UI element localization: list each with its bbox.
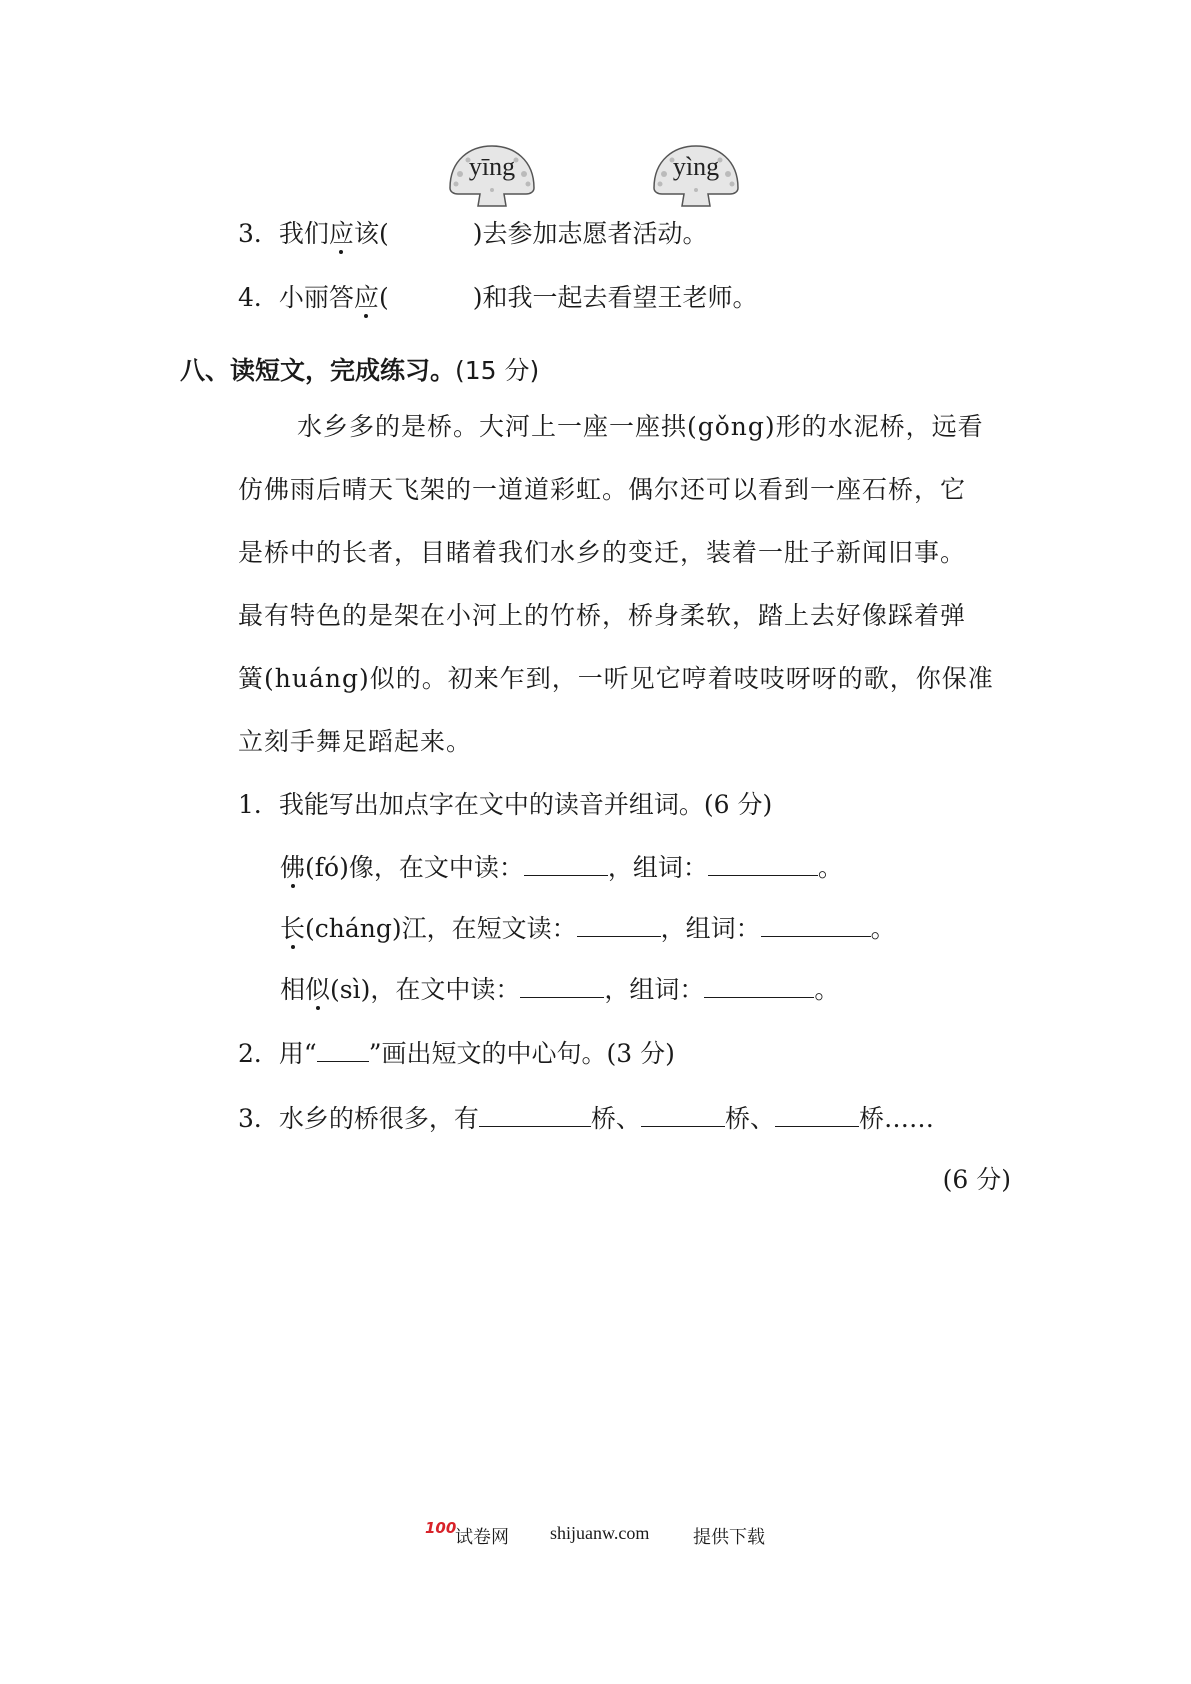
- question-1-item-3: [280, 975, 839, 1002]
- question-text: ”画出短文的中心句。(3 分): [368, 1039, 675, 1068]
- question-text: 桥、: [590, 1104, 641, 1133]
- question-text: 2．用“: [238, 1039, 317, 1068]
- mushroom-pinyin-card-1: [446, 144, 538, 208]
- section-title: [180, 351, 539, 387]
- item-text: 相: [280, 975, 306, 1004]
- answer-blank-reading[interactable]: [520, 975, 604, 998]
- question-4: [238, 285, 757, 310]
- dotted-character: 应: [328, 219, 354, 248]
- question-text: (: [378, 283, 389, 312]
- passage-line-6: 立刻手舞足蹈起来。: [238, 727, 473, 756]
- dotted-character: 应: [353, 283, 379, 312]
- question-3-bridges: [238, 1104, 934, 1131]
- answer-blank-1[interactable]: [479, 1104, 591, 1127]
- question-1-item-2: [280, 914, 896, 941]
- answer-blank-word[interactable]: [761, 914, 871, 937]
- answer-blank-reading[interactable]: [524, 853, 608, 876]
- mushroom-pinyin-card-2: [650, 144, 742, 208]
- answer-blank-3[interactable]: [775, 1104, 859, 1127]
- underline-sample: [317, 1039, 369, 1062]
- item-text: 。: [817, 853, 843, 882]
- item-text: (fó)像，在文中读：: [305, 853, 524, 882]
- site-url: shijuanw.com: [550, 1523, 650, 1543]
- question-text: 桥……: [858, 1104, 934, 1133]
- question-3-points: (6 分): [942, 1165, 1011, 1194]
- item-text: ，组词：: [607, 853, 708, 882]
- question-3: [238, 221, 707, 246]
- question-2: [238, 1039, 675, 1066]
- answer-blank-word[interactable]: [704, 975, 814, 998]
- answer-blank-reading[interactable]: [577, 914, 661, 937]
- question-text: 桥、: [724, 1104, 775, 1133]
- item-text: ，组词：: [660, 914, 761, 943]
- answer-blank-2[interactable]: [641, 1104, 725, 1127]
- item-text: 。: [870, 914, 896, 943]
- site-logo-icon: 100: [425, 1519, 457, 1537]
- question-number: 4．: [238, 283, 279, 312]
- question-1-label: 1．我能写出加点字在文中的读音并组词。(6 分): [238, 790, 773, 819]
- question-1-item-1: [280, 853, 843, 880]
- passage-line-1: 水乡多的是桥。大河上一座一座拱(gǒng)形的水泥桥，远看: [297, 412, 984, 441]
- section-points: (15 分): [455, 356, 540, 385]
- passage-line-3: 是桥中的长者，目睹着我们水乡的变迁，装着一肚子新闻旧事。: [238, 538, 967, 567]
- question-text: 我们: [278, 219, 329, 248]
- item-text: ，组词：: [604, 975, 705, 1004]
- question-text: 3．水乡的桥很多，有: [238, 1104, 479, 1133]
- item-text: (sì)，在文中读：: [330, 975, 521, 1004]
- question-text: )和我一起去看望王老师。: [472, 283, 758, 312]
- passage-line-5: 簧(huáng)似的。初来乍到，一听见它哼着吱吱呀呀的歌，你保准: [238, 664, 994, 693]
- footer-offer: 提供下载: [693, 1527, 765, 1548]
- passage-line-4: 最有特色的是架在小河上的竹桥，桥身柔软，踏上去好像踩着弹: [238, 601, 967, 630]
- dotted-character: 佛: [280, 853, 306, 882]
- question-number: 3．: [238, 219, 279, 248]
- section-title-text: 八、读短文，完成练习。: [180, 356, 456, 385]
- dotted-character: 长: [280, 914, 306, 943]
- question-text: )去参加志愿者活动。: [472, 219, 708, 248]
- question-text: 小丽答: [278, 283, 354, 312]
- site-logo-text: 试卷网: [455, 1527, 509, 1548]
- pinyin-label: yīng: [468, 152, 516, 181]
- answer-blank-word[interactable]: [708, 853, 818, 876]
- item-text: (cháng)江，在短文读：: [305, 914, 577, 943]
- question-text: 该(: [353, 219, 389, 248]
- pinyin-label: yìng: [672, 152, 720, 181]
- dotted-character: 似: [305, 975, 331, 1004]
- item-text: 。: [814, 975, 840, 1004]
- passage-line-2: 仿佛雨后晴天飞架的一道道彩虹。偶尔还可以看到一座石桥，它: [238, 475, 967, 504]
